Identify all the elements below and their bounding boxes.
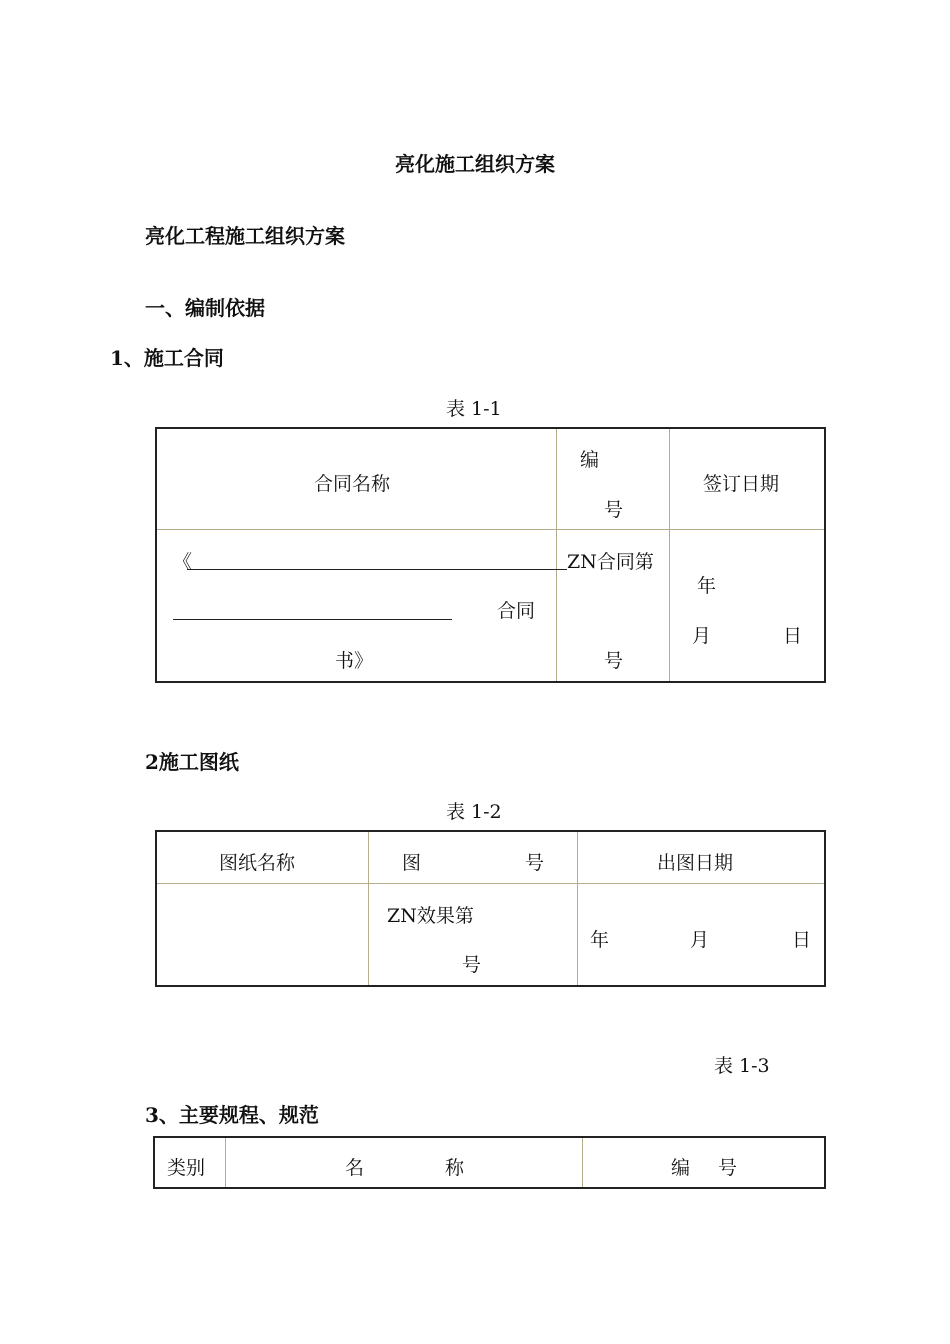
- contract-number-bottom: 号: [604, 650, 624, 672]
- contract-name-underline: [173, 619, 452, 620]
- issue-date-month: 月: [690, 929, 710, 951]
- document-title: 亮化施工组织方案: [395, 152, 555, 176]
- drawing-number-bottom: 号: [462, 954, 482, 976]
- header-regulation-name-b: 称: [445, 1157, 465, 1179]
- subheading-drawings: 2施工图纸: [145, 750, 239, 774]
- table-divider: [157, 883, 824, 884]
- table2-caption: 表 1-2: [446, 801, 502, 823]
- issue-date-year: 年: [590, 929, 610, 951]
- table-divider: [225, 1138, 226, 1187]
- table-regulations: [153, 1136, 826, 1189]
- contract-name-end: 书》: [335, 650, 374, 672]
- sign-date-day: 日: [783, 625, 803, 647]
- contract-name-underline: [187, 569, 567, 570]
- sign-date-month: 月: [692, 625, 712, 647]
- table1-caption: 表 1-1: [446, 398, 502, 420]
- header-issue-date: 出图日期: [657, 852, 734, 874]
- table-drawings: [155, 830, 826, 987]
- table-contract: [155, 427, 826, 683]
- table-divider: [157, 529, 824, 530]
- table-divider: [556, 429, 557, 681]
- contract-number-top: ZN合同第: [567, 551, 654, 573]
- issue-date-day: 日: [792, 929, 812, 951]
- contract-name-suffix: 合同: [497, 600, 536, 622]
- subheading-regulations: 3、主要规程、规范: [145, 1103, 319, 1127]
- table-divider: [368, 832, 369, 985]
- sign-date-year: 年: [697, 575, 717, 597]
- section-heading-basis: 一、编制依据: [145, 296, 265, 320]
- header-contract-name: 合同名称: [314, 473, 391, 495]
- header-regulation-number-a: 编: [671, 1157, 691, 1179]
- table-divider: [669, 429, 670, 681]
- table-divider: [582, 1138, 583, 1187]
- document-subtitle: 亮化工程施工组织方案: [145, 224, 345, 248]
- header-number-bottom: 号: [604, 499, 624, 521]
- header-drawing-number-b: 号: [525, 852, 545, 874]
- header-drawing-name: 图纸名称: [219, 852, 296, 874]
- header-number-top: 编: [580, 449, 600, 471]
- header-drawing-number-a: 图: [402, 852, 422, 874]
- contract-name-open-bracket: 《: [173, 551, 193, 573]
- table-divider: [577, 832, 578, 985]
- table3-caption: 表 1-3: [714, 1055, 770, 1077]
- header-regulation-number-b: 号: [718, 1157, 738, 1179]
- subheading-contract: 1、施工合同: [110, 346, 224, 370]
- header-category: 类别: [167, 1157, 206, 1179]
- header-regulation-name-a: 名: [345, 1157, 365, 1179]
- drawing-number-top: ZN效果第: [387, 905, 474, 927]
- header-sign-date: 签订日期: [703, 473, 780, 495]
